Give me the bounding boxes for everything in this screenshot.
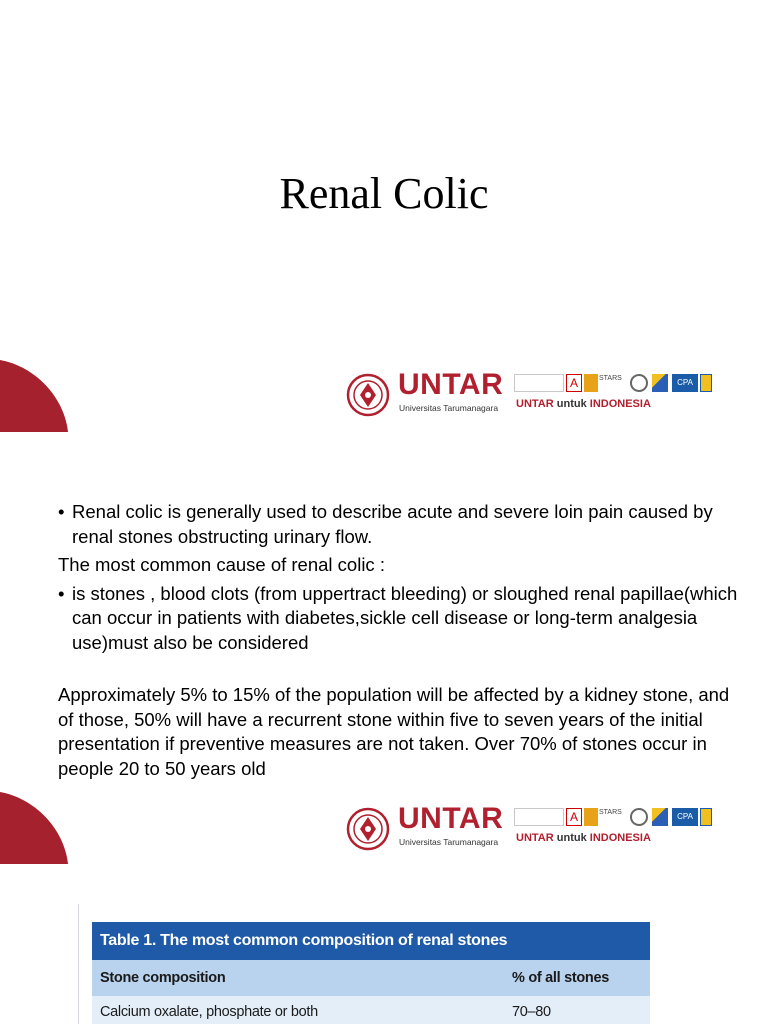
- badge-shield: [700, 374, 712, 392]
- table-cell: 70–80: [512, 1004, 551, 1020]
- untar-subtitle: Universitas Tarumanagara: [399, 403, 499, 413]
- cause-heading: The most common cause of renal colic :: [58, 554, 385, 575]
- badge-cpa: CPA: [672, 374, 698, 392]
- untar-logo: [346, 802, 756, 858]
- untar-tagline: UNTAR untuk INDONESIA: [516, 398, 651, 410]
- bullet-definition: • Renal colic is generally used to describe acute and severe loin pain caused by renal stones obstructing urinary flow.: [58, 501, 713, 547]
- bullet-dot-icon: •: [58, 582, 65, 604]
- badge-emblem: [652, 374, 668, 392]
- slide-title: [0, 0, 768, 432]
- untar-subtitle: Universitas Tarumanagara: [399, 837, 499, 847]
- untar-seal-icon: [346, 807, 390, 851]
- untar-wordmark: UNTAR: [398, 368, 504, 401]
- figure-border: [78, 904, 79, 1024]
- badge-accreditation-a: A: [566, 808, 582, 826]
- red-corner-shape: [0, 792, 70, 864]
- table-title: Table 1. The most common composition of renal stones: [92, 922, 650, 960]
- bullet-dot-icon: •: [58, 501, 65, 522]
- column-header: Stone composition: [100, 970, 226, 986]
- badge-timeshighered: [514, 374, 564, 392]
- badge-accreditation-a: A: [566, 374, 582, 392]
- untar-seal-icon: [346, 373, 390, 417]
- slide-table: [0, 864, 768, 1024]
- table-row: [92, 996, 650, 1024]
- badge-shield: [700, 808, 712, 826]
- untar-tagline: UNTAR untuk INDONESIA: [516, 832, 651, 844]
- badge-iso: [630, 374, 648, 392]
- slide-content: [0, 432, 768, 864]
- bullet-causes: • is stones , blood clots (from uppertract bleeding) or sloughed renal papillae(which can occur in patients with diabetes,sickle cell disease or long-term analgesia use)must also be considered: [58, 582, 738, 653]
- epidemiology-paragraph: Approximately 5% to 15% of the population will be affected by a kidney stone, and of those, 50% will have a recurrent stone within five to seven years of the initial presentation if preventive measures are not taken. Over 70% of stones occur in people 20 to 50 years old: [58, 684, 730, 779]
- table-cell: Calcium oxalate, phosphate or both: [100, 1004, 318, 1020]
- badge-icaew: [716, 374, 752, 392]
- accreditation-badges: [514, 808, 754, 826]
- column-header: % of all stones: [512, 970, 610, 986]
- slide-title-heading: Renal Colic: [279, 169, 489, 218]
- slide-body: [58, 500, 738, 781]
- untar-logo: [346, 368, 756, 424]
- badge-qs-stars: [584, 808, 598, 826]
- badge-emblem: [652, 808, 668, 826]
- badge-iso: [630, 808, 648, 826]
- badge-timeshighered: [514, 808, 564, 826]
- untar-wordmark: UNTAR: [398, 802, 504, 835]
- badge-stars-label: STARS: [599, 375, 622, 382]
- badge-icaew: [716, 808, 752, 826]
- badge-cpa: CPA: [672, 808, 698, 826]
- badge-qs-stars: [584, 374, 598, 392]
- accreditation-badges: [514, 374, 754, 392]
- red-corner-shape: [0, 360, 70, 432]
- badge-stars-label: STARS: [599, 809, 622, 816]
- stone-composition-table: [92, 922, 650, 1024]
- table-header-row: [92, 960, 650, 996]
